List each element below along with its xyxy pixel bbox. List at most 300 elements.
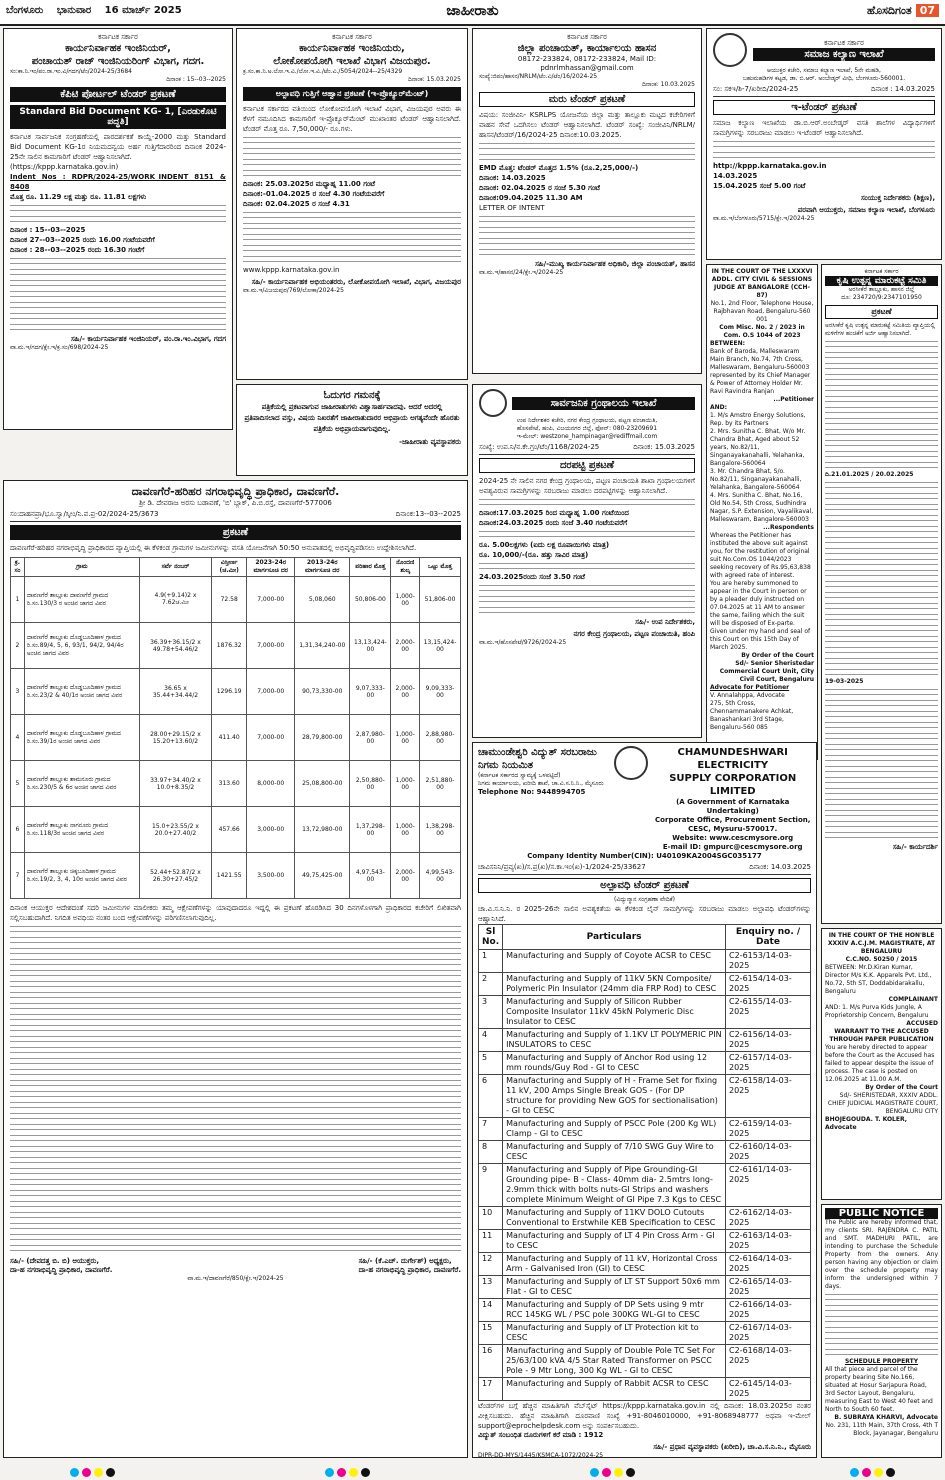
gov-label: ಕರ್ನಾಟಕ ಸರ್ಕಾರ	[824, 39, 864, 47]
table-cell: 7	[11, 853, 25, 899]
date-3: ದಿನಾಂಕ:09.04.2025 11.30 AM	[479, 194, 583, 202]
footer-code: ವಾ.ಮ.ಇ/ಬೆಂಗಳೂರು/5715/ಕ್ಲೇ.ಇ/2024-25	[713, 215, 815, 222]
notice-title: PUBLIC NOTICE	[825, 1208, 938, 1219]
ref-number: ಚಾವಿಸನಿನಿ/ಪ್ರವ್ಯ(ಖ)/ಸ.ಪ್ರ(ಖ)/ಸ.ಕಾ.ಇಂ(ಖ)-1/2024-25/33627	[478, 863, 646, 871]
role-complainant: COMPLAINANT	[888, 996, 938, 1003]
advocate-label: Advocate for Petitioner	[710, 684, 790, 691]
court-head: IN THE COURT OF THE LXXXVI ADDL. CITY CIVIL & SESSIONS JUDGE AT BANGALORE (CCH-87)	[711, 268, 813, 299]
table-cell: 2,000-00	[391, 853, 420, 899]
name-kn-2: ನಿಗಮ ನಿಯಮಿತ	[478, 760, 534, 771]
table-cell: 1,37,298-00	[350, 807, 391, 853]
respondent-4: 4. Mrs. Sunitha C. Bhat, No.16, Old No.54, 5th Cross, Sudhindra Nagar, S.P. Extension, Vayalikaval, Malleswaram, Bangalore-560003	[710, 492, 814, 523]
particulars-cell: Manufacturing and Supply of 1.1KV LT POLYMERIC PIN INSULATORS to CESC	[503, 1029, 726, 1052]
office-title: ಸಮಾಜ ಕಲ್ಯಾಣ ಇಲಾಖೆ	[753, 48, 935, 61]
ref-date: ದಿನಾಂಕ:13--03--2025	[395, 510, 461, 518]
signature-1: ಸಹಿ/- (ದೇವದತ್ತ ಬಿ. ಬಿ) ಆಯುಕ್ತರು,	[10, 1257, 100, 1265]
website[interactable]: Website: www.cescmysore.org	[672, 834, 794, 842]
ref-date: ದಿನಾಂಕ : 15--03--2025	[166, 76, 226, 83]
gov-label: ಕರ್ನಾಟಕ ಸರ್ಕಾರ	[98, 33, 138, 41]
table-row	[479, 1378, 811, 1401]
table-cell: 411.40	[212, 715, 247, 761]
office-address: ಶ್ರೀ ಡಿ. ದೇವರಾಜ ಅರಸು ಬಡಾವಣೆ, 'ಬಿ' ಬ್ಲಾಕ್, ಪಿ.ಬಿ.ರಸ್ತೆ, ದಾವಣಗೆರೆ-577006	[139, 499, 332, 507]
table-row	[479, 996, 811, 1029]
date-1: ದಿ.21.01.2025 / 20.02.2025	[825, 471, 914, 478]
office-title: ಕಾರ್ಯನಿರ್ವಾಹಕ ಇಂಜಿನಿಯರ್,	[65, 43, 171, 54]
tender-amount: ಮೊತ್ತ ರೂ. 11.29 ಲಕ್ಷ ಮತ್ತು ರೂ. 11.81 ಲಕ್ಷಗಳು	[10, 193, 147, 201]
office-title: ಸಾರ್ವಜನಿಕ ಗ್ರಂಥಾಲಯ ಇಲಾಖೆ	[512, 397, 695, 410]
ad-hassan-retender	[472, 28, 702, 374]
table-cell: 3,000-00	[247, 807, 295, 853]
emblem-icon	[479, 389, 507, 417]
enquiry-cell: C2-6162/14-03-2025	[726, 1207, 811, 1230]
sl-no-cell: 13	[479, 1276, 503, 1299]
ad-gadag-tender	[3, 28, 233, 430]
table-cell: ದಾವಣಗೆರೆ ತಾಲ್ಲೂಕು ದೊಡ್ಡಬೂದಿಹಾಳ ಗ್ರಾಮದ ರಿ.ಸಂ.39/1ರ ಅಂಚಿನ ಜಾಗದ ವಿವರ	[24, 715, 139, 761]
table-row	[479, 1207, 811, 1230]
footer-code: ವಾ.ಮ.ಇ/ದಾವಣಗೆರೆ/850/ಕ್ಲೇ.ಇ/2024-25	[187, 1275, 284, 1282]
enquiry-cell: C2-6165/14-03-2025	[726, 1276, 811, 1299]
table-cell: 1296.19	[212, 669, 247, 715]
advocate: BHOJEGOUDA. T. KOLER, Advocate	[825, 1116, 907, 1131]
name-kn-1: ಚಾಮುಂಡೇಶ್ವರಿ ವಿದ್ಯುತ್ ಸರಬರಾಜು	[478, 747, 597, 758]
ad-vijayapura-tender	[236, 28, 468, 380]
table-cell: 313.60	[212, 761, 247, 807]
notice-body: 2024-25 ನೇ ಸಾಲಿನ ನಗರ ಕೇಂದ್ರ ಗ್ರಂಥಾಲಯ, ಪಟ್ಟಣ ಪಂಚಾಯತಿ ಶಾಖಾ ಗ್ರಂಥಾಲಯಗಳಿಗೆ ಅವಶ್ಯವಿರುವ ಸಾಮಗ್ರಿಗಳನ್ನು ಸರಬರಾಜು ಮಾಡಲು ದರಪಟ್ಟಿಗಳನ್ನು ಆಹ್ವಾನಿಸಲಾಗಿದೆ.	[479, 477, 695, 495]
table-cell: ದಾವಣಗೆರೆ ತಾಲ್ಲೂಕು ದೊಡ್ಡಬೂದಿಹಾಳ ಗ್ರಾಮದ ರಿ.ಸಂ.89/4, 5, 6, 93/1, 94/2, 94/4ರ ಅಂಚಿನ ಜಾಗದ ವಿವರ	[24, 623, 139, 669]
table-cell: 5	[11, 761, 25, 807]
name-en-1: CHAMUNDESHWARI ELECTRICITY	[677, 747, 788, 771]
notice-bar: ಅಲ್ಪಾವಧಿ ಟೆಂಡರ್ ಪ್ರಕಟಣೆ	[478, 878, 811, 893]
date-2: ದಿನಾಂಕ:-01.04.2025 ರ ಸಂಜೆ 4.30 ಗಂಟೆಯವರೆಗೆ	[243, 190, 385, 198]
table-cell: 49,75,425-00	[295, 853, 350, 899]
notice-bar: ದರಪಟ್ಟಿ ಪ್ರಕಟಣೆ	[479, 458, 695, 473]
sl-no-cell: 7	[479, 1118, 503, 1141]
date-1: ದಿನಾಂಕ: 14.03.2025	[479, 174, 546, 182]
table-cell: 1,000-00	[391, 715, 420, 761]
date-2: 19-03-2025	[825, 678, 864, 685]
table-row	[479, 1322, 811, 1345]
advocate-address: 275, 5th Cross, Chennammanakere Achkat, Banashankari 3rd Stage, Bengaluru-560 085	[710, 700, 794, 731]
table-cell: 9,09,333-00	[420, 669, 461, 715]
address-1: ಉಪ ನಿರ್ದೇಶಕರ ಕಚೇರಿ, ನಗರ ಕೇಂದ್ರ ಗ್ರಂಥಾಲಯ, ಪಟ್ಟಣ ಪಂಚಾಯಿತಿ,	[516, 417, 658, 424]
table-cell: 13,13,424-00	[350, 623, 391, 669]
ad-social-welfare	[706, 28, 942, 260]
table-row	[11, 807, 461, 853]
table-cell: 5,08,060	[295, 577, 350, 623]
signature-2: ಸಹಿ/- (ಕೆ.ಎಚ್. ದುರ್ಗೇಶ್) ಅಧ್ಯಕ್ಷರು,	[358, 1257, 452, 1265]
petitioner-role: ...Petitioner	[773, 396, 814, 403]
table-row	[479, 1029, 811, 1052]
address-1: ಆಯುಕ್ತರ ಕಚೇರಿ, ಸಮಾಜ ಕಲ್ಯಾಣ ಇಲಾಖೆ, 5ನೇ ಮಹಡಿ,	[767, 67, 881, 74]
notice-bar: ಮರು ಟೆಂಡರ್ ಪ್ರಕಟಣೆ	[479, 92, 695, 107]
table-cell: ದಾವಣಗೆರೆ ತಾಲ್ಲೂಕು ಶಾಮನೂರು ಗ್ರಾಮದ ರಿ.ಸಂ.230/5 & 6ರ ಅಂಚಿನ ಜಾಗದ ವಿವರ	[24, 761, 139, 807]
office-title: ದಾವಣಗೆರೆ-ಹರಿಹರ ನಗರಾಭಿವೃದ್ಧಿ ಪ್ರಾಧಿಕಾರ, ದಾವಣಗೆರೆ.	[131, 485, 340, 498]
sl-no-cell: 5	[479, 1052, 503, 1075]
col-header: ಪರಿಹಾರ ಮೊತ್ತ	[350, 558, 391, 577]
table-cell: 1876.32	[212, 623, 247, 669]
col-header: ವಿಸ್ತೀರ್ಣ (ಚ.ಮೀ)	[212, 558, 247, 577]
table-cell: 72.58	[212, 577, 247, 623]
table-cell: 25,08,800-00	[295, 761, 350, 807]
notice-bar: ಇ-ಟೆಂಡರ್ ಪ್ರಕಟಣೆ	[713, 100, 935, 115]
table-row	[479, 1075, 811, 1118]
table-cell: 33.97+34.40/2 x 10.0+8.35/2	[139, 761, 211, 807]
table-row	[11, 623, 461, 669]
court-order: By Order of the Court	[741, 652, 814, 659]
registration-marks	[850, 1468, 895, 1477]
table-row	[479, 1299, 811, 1322]
office-phone: ದೂ: 234720/9:2347101950	[841, 294, 922, 301]
notice-intro: ಚಾ.ವಿ.ಸ.ನಿ.ನಿ. ರ 2025-26ನೇ ಸಾಲಿನ ಅವಶ್ಯಕತೆಯ ಈ ಕೆಳಕಂಡ ಲೈನ್ ಸಾಮಗ್ರಿಗಳನ್ನು ಸರಬರಾಜು ಮಾಡಲು ಅಲ್ಪಾವಧಿ ಟೆಂಡರ್‌ಗಳನ್ನು ಆಹ್ವಾನಿಸಿದೆ.	[478, 905, 811, 923]
table-row	[479, 950, 811, 973]
footer-code: DIPR-DD-MYS/1445/KSMCA-1072/2024-25	[478, 1452, 604, 1458]
header-right	[867, 4, 939, 18]
table-row	[479, 1345, 811, 1378]
table-row	[11, 761, 461, 807]
ad-reader-note	[236, 384, 468, 476]
cesc-logo-icon	[614, 746, 648, 780]
particulars-cell: Manufacturing and Supply of Coyote ACSR to CESC	[503, 950, 726, 973]
ad-cesc-tender	[472, 742, 817, 1458]
sl-no-cell: 12	[479, 1253, 503, 1276]
and: AND: 1. M/s Purva Kids Jungle, A Proprietorship Concern, Bengaluru	[825, 1004, 929, 1019]
ref-date: ದಿನಾಂಕ: 15.03.2025	[408, 76, 461, 83]
notice-bar: ಪ್ರಕಟಣೆ	[10, 525, 461, 540]
signature-2b: ದಾ-ಹ ನಗರಾಭಿವೃದ್ಧಿ ಪ್ರಾಧಿಕಾರ, ದಾವಣಗೆರೆ.	[358, 1266, 461, 1274]
table-cell: 8,000-00	[247, 761, 295, 807]
notice-bar: ಕೆಪಿಟಿ ಪೋರ್ಟಲ್ ಟೆಂಡರ್ ಪ್ರಕಟಣೆ	[10, 87, 226, 102]
table-row	[479, 1230, 811, 1253]
signature-2: ನಗರ ಕೇಂದ್ರ ಗ್ರಂಥಾಲಯ, ಪಟ್ಟಣ ಪಂಚಾಯಿತಿ, ಹಂಪಿ	[573, 630, 695, 638]
gov-label: ಕರ್ನಾಟಕ ಸರ್ಕಾರ	[332, 33, 372, 41]
col-enquiry: Enquiry no. / Date	[726, 925, 811, 950]
contact-mail[interactable]: pdnrlmhassan@gmail.com	[540, 64, 634, 72]
particulars-cell: Manufacturing and Supply of 11 kV, Horizontal Cross Arm - Galvanised Iron (GI) to CESC	[503, 1253, 726, 1276]
notice-body: ಅರಸೀಕೆರೆ ಕೃಷಿ ಉತ್ಪನ್ನ ಮಾರುಕಟ್ಟೆ ಸಮಿತಿಯ ವ್ಯಾಪ್ತಿಯಲ್ಲಿ ಮಳಿಗೆಗಳ ಹಂಚಿಕೆಗೆ ಅರ್ಜಿ ಆಹ್ವಾನಿಸಲಾಗಿದೆ.	[825, 322, 935, 337]
indent-numbers: Indent Nos : RDPR/2024-25/WORK_INDENT 8151 & 8408	[10, 173, 226, 191]
col-header: 2023-24ರ ಮಾರ್ಗಸೂಚಿ ದರ	[247, 558, 295, 577]
phone: Telephone No: 9448994705	[478, 788, 586, 796]
office-subtitle: ಅರಸೀಕೆರೆ ತಾಲ್ಲೂಕು, ಹಾಸನ ಜಿಲ್ಲೆ	[848, 286, 915, 293]
enquiry-cell: C2-6159/14-03-2025	[726, 1118, 811, 1141]
sl-no-cell: 10	[479, 1207, 503, 1230]
note-signature: -ಜಾಹೀರಾತು ವ್ಯವಸ್ಥಾಪಕರು	[399, 438, 461, 446]
advocate: B. SUBRAYA KHARVI, Advocate	[834, 1414, 938, 1421]
col-header: ಒಟ್ಟು ಮೊತ್ತ	[420, 558, 461, 577]
address-2: ಹೊಸಪೇಟೆ, ಹಂಪಿ, ವಿಜಯನಗರ ಜಿಲ್ಲೆ, ಫೋನ್: 080-23209691	[516, 425, 658, 432]
header-section: ಜಾಹೀರಾತು	[446, 3, 499, 19]
table-cell: 28.00+29.15/2 x 15.20+13.60/2	[139, 715, 211, 761]
table-cell: 2,000-00	[391, 623, 420, 669]
particulars-cell: Manufacturing and Supply of Anchor Rod using 12 mm rounds/Guy Rod - GI to CESC	[503, 1052, 726, 1075]
sl-no-cell: 3	[479, 996, 503, 1029]
notice-bar: ಅಲ್ಪಾವಧಿ ಗುತ್ತಿಗೆ ಆಹ್ವಾನ ಪ್ರಕಟಣೆ (ಇ-ಪ್ರೊಕ್ಯೂರ್‌ಮೆಂಟ್)	[243, 87, 461, 101]
table-cell: 2,000-00	[391, 669, 420, 715]
notice-body: ಕರ್ನಾಟಕ ಸರ್ಕಾರದ ವತಿಯಿಂದ ಲೋಕೋಪಯೋಗಿ ಇಲಾಖೆ ವಿಭಾಗ, ವಿಜಯಪುರ ಅವರು ಈ ಕೆಳಗೆ ನಮೂದಿಸಿದ ಕಾಮಗಾರಿಗೆ ಇ-ಪ್ರೊಕ್ಯೂರ್‌ಮೆಂಟ್ ಮುಖಾಂತರ ಟೆಂಡರ್ ಆಹ್ವಾನಿಸಲಾಗಿದೆ. ಟೆಂಡರ್ ಮೊತ್ತ ರೂ. 7,50,000/- ರೂ.ಗಳು.	[243, 105, 461, 133]
table-row	[11, 669, 461, 715]
date-1: 14.03.2025	[713, 172, 758, 180]
sl-no-cell: 17	[479, 1378, 503, 1401]
contact-mail[interactable]: ಇ-ಮೇಲ್: westzone_hampinagar@rediffmail.com	[516, 433, 658, 440]
table-cell: 1,38,298-00	[420, 807, 461, 853]
table-cell: ದಾವಣಗೆರೆ ತಾಲ್ಲೂಕು ಚಿಕ್ಕಬೂದಿಹಾಳ ಗ್ರಾಮದ ರಿ.ಸಂ.19/2, 3, 4, 10ರ ಅಂಚಿನ ಜಾಗದ ವಿವರ	[24, 853, 139, 899]
warrant-body: You are hereby directed to appear before the Court as the Accused has failed to appear despite the issue of process. The case is posted on 12.06.2025 at 11.00 A.M.	[825, 1044, 935, 1083]
table-cell: 7,000-00	[247, 577, 295, 623]
table-cell: 6	[11, 807, 25, 853]
date-2: 15.04.2025 ಸಂಜೆ 5.00 ಗಂಟೆ	[713, 182, 806, 190]
ad-apmc-notice	[821, 264, 942, 924]
date-2: ದಿನಾಂಕ: 02.04.2025 ರ ಸಂಜೆ 5.30 ಗಂಟೆ	[479, 184, 600, 192]
office-title: ಕಾರ್ಯನಿರ್ವಾಹಕ ಇಂಜಿನಿಯರು,	[299, 43, 405, 54]
ref-date: ದಿನಾಂಕ: 15.03.2025	[633, 443, 695, 451]
ad-davangere-notice	[3, 480, 468, 1458]
enquiry-cell: C2-6164/14-03-2025	[726, 1253, 811, 1276]
table-cell: 1,000-00	[391, 577, 420, 623]
notice-body: ದಿನಾಂಕ ಆಯುಕ್ತರ ಆದೇಶದಂತೆ ಸದರಿ ಜಮೀನುಗಳ ಮಾಲೀಕರು ತಮ್ಮ ಆಕ್ಷೇಪಣೆಗಳನ್ನು ಯಾವುದಾದರೂ ಇದ್ದಲ್ಲಿ ಈ ಪ್ರಕಟಣೆ ಹೊರಡಿಸಿದ 30 ದಿನಗಳೊಳಗಾಗಿ ಪ್ರಾಧಿಕಾರದ ಕಚೇರಿಗೆ ಲಿಖಿತವಾಗಿ ಸಲ್ಲಿಸಬಹುದಾಗಿದೆ. ನಿಗದಿತ ಅವಧಿಯ ನಂತರ ಬಂದ ಆಕ್ಷೇಪಣೆಗಳನ್ನು ಪರಿಗಣಿಸಲಾಗುವುದಿಲ್ಲ.	[10, 904, 461, 922]
gov-label: ಕರ್ನಾಟಕ ಸರ್ಕಾರ	[864, 268, 899, 275]
notice-bar: ಪ್ರಕಟಣೆ	[825, 305, 938, 319]
petitioner: Bank of Baroda, Malleswaram Main Branch, No.74, 7th Cross, Malleswaram, Bengaluru-560003 represented by its Chief Manager & Power of Attorney Holder Mr. Ravi Ravindra Ranjan	[710, 348, 811, 395]
respondent-role: ...Respondents	[763, 524, 814, 531]
sl-no-cell: 6	[479, 1075, 503, 1118]
ref-date: ದಿನಾಂಕ: 10.03.2025	[642, 81, 695, 88]
enquiry-cell: C2-6145/14-03-2025	[726, 1378, 811, 1401]
table-row	[479, 1052, 811, 1075]
enquiry-cell: C2-6166/14-03-2025	[726, 1299, 811, 1322]
table-cell: 13,15,424-00	[420, 623, 461, 669]
table-cell: 36.39+36.15/2 x 49.78+54.46/2	[139, 623, 211, 669]
table-cell: ದಾವಣಗೆರೆ ತಾಲ್ಲೂಕು ದಾವಣಗೆರೆ ಗ್ರಾಮದ ರಿ.ಸಂ.130/3 ರ ಅಂಚಿನ ಜಾಗದ ವಿವರ	[24, 577, 139, 623]
respondent-1: 1. M/s Amstro Energy Solutions, Rep. by its Partners	[710, 412, 806, 427]
enquiry-cell: C2-6157/14-03-2025	[726, 1052, 811, 1075]
signature: ಸಹಿ/- ಕಾರ್ಯದರ್ಶಿ	[892, 843, 938, 851]
col-header: ಸರ್ವೆ ನಂಬರ್	[139, 558, 211, 577]
sl-no-cell: 9	[479, 1164, 503, 1207]
enquiry-cell: C2-6168/14-03-2025	[726, 1345, 811, 1378]
sl-no-cell: 11	[479, 1230, 503, 1253]
date-1: ದಿನಾಂಕ: 25.03.2025ರ ಮಧ್ಯಾಹ್ನ 11.00 ಗಂಟೆ	[243, 180, 375, 188]
item-1: ದಿನಾಂಕ:17.03.2025 ರಿಂದ ಮಧ್ಯಾಹ್ನ 1.00 ಗಂಟೆಯಿಂದ	[479, 509, 629, 517]
gov-label: ಕರ್ನಾಟಕ ಸರ್ಕಾರ	[567, 33, 607, 41]
table-cell: 4,99,543-00	[420, 853, 461, 899]
ad-court-summons	[706, 264, 818, 760]
table-cell: 13,72,980-00	[295, 807, 350, 853]
court-head: IN THE COURT OF THE HON'BLE XXXIV A.C.J.M. MAGISTRATE, AT BENGALURU	[827, 932, 936, 955]
particulars-cell: Manufacturing and Supply of Silicon Rubber Composite Insulator 11kV 45kN Polymeric Disc Insulator to CESC	[503, 996, 726, 1029]
notice-body: ಸಮಾಜ ಕಲ್ಯಾಣ ಇಲಾಖೆಯ ಡಾ.ಬಿ.ಆರ್.ಅಂಬೇಡ್ಕರ್ ವಸತಿ ಶಾಲೆಗಳ ವಿದ್ಯಾರ್ಥಿಗಳಿಗೆ ಸಾಮಗ್ರಿಗಳನ್ನು ಸರಬರಾಜು ಮಾಡಲು ಇ-ಟೆಂಡರ್ ಆಹ್ವಾನಿಸಲಾಗಿದೆ.	[713, 119, 935, 137]
col-header: ನೊಂದಣಿ ಶುಲ್ಕ	[391, 558, 420, 577]
table-cell: 15.0+23.55/2 x 20.0+27.40/2	[139, 807, 211, 853]
role-accused: ACCUSED	[906, 1020, 938, 1027]
item-4: ರೂ. 10,000/-(ರೂ. ಹತ್ತು ಸಾವಿರ ಮಾತ್ರ)	[479, 551, 589, 559]
enquiry-cell: C2-6155/14-03-2025	[726, 996, 811, 1029]
date-2: ದಿನಾಂಕ 27--03--2025 ರಂದು 16.00 ಗಂಟೆಯವರೆಗೆ	[10, 236, 155, 244]
table-cell: 1	[11, 577, 25, 623]
footer-code: ವಾ.ಮ.ಇ/ಹೊಸಪೇಟೆ/9726/2024-25	[479, 639, 567, 646]
sl-no-cell: 1	[479, 950, 503, 973]
registration-marks	[325, 1468, 370, 1477]
item-5: 24.03.2025ರಂದು ಸಂಜೆ 3.50 ಗಂಟೆ	[479, 573, 585, 581]
particulars-cell: Manufacturing and Supply of Double Pole TC Set For 25/63/100 kVA 4/5 Star Rated Transformer on PSCC Pole - 9 Mtr Long, 300 Kg WL - GI to CESC	[503, 1345, 726, 1378]
table-cell: 9,07,333-00	[350, 669, 391, 715]
table-cell: 4,97,543-00	[350, 853, 391, 899]
address-2: ಬಹುಮಹಡಿಗಳ ಕಟ್ಟಡ, ಡಾ. ಬಿ.ಆರ್. ಅಂಬೇಡ್ಕರ್ ವೀಧಿ, ಬೆಂಗಳೂರು-560001.	[742, 75, 906, 82]
table-cell: 2	[11, 623, 25, 669]
date-3: ದಿನಾಂಕ : 28--03--2025 ರಂದು 16.30 ಗಂಟೆಗೆ	[10, 246, 145, 254]
enquiry-cell: C2-6153/14-03-2025	[726, 950, 811, 973]
emd-amount: EMD ಮೊತ್ತ: ಟೆಂಡರ್ ಮೊತ್ತದ 1.5% (ರೂ.2,25,000/-)	[479, 164, 639, 172]
email[interactable]: E-mail ID: gmpurc@cescmysore.org	[662, 843, 803, 851]
emblem-icon	[713, 33, 747, 67]
signature-1b: ದಾ-ಹ ನಗರಾಭಿವೃದ್ಧಿ ಪ್ರಾಧಿಕಾರ, ದಾವಣಗೆರೆ.	[10, 1266, 113, 1274]
particulars-cell: Manufacturing and Supply of LT Protection kit to CESC	[503, 1322, 726, 1345]
enquiry-cell: C2-6156/14-03-2025	[726, 1029, 811, 1052]
sl-no-cell: 16	[479, 1345, 503, 1378]
signature: ಸಹಿ/- ಕಾರ್ಯನಿರ್ವಾಹಕ ಅಭಿಯಂತರರು, ಲೋಕೋಪಯೋಗಿ ಇಲಾಖೆ, ವಿಭಾಗ, ವಿಜಯಪುರ	[251, 278, 461, 286]
signature: ಸಹಿ/- ಪ್ರಧಾನ ವ್ಯವಸ್ಥಾಪಕರು (ಖರೀದಿ), ಚಾ.ವಿ.ಸ.ನಿ.ನಿ., ಮೈಸೂರು	[653, 1443, 811, 1451]
enquiry-cell: C2-6163/14-03-2025	[726, 1230, 811, 1253]
table-cell: 1,31,34,240-00	[295, 623, 350, 669]
ad-public-notice	[821, 1204, 942, 1458]
enquiry-cell: C2-6167/14-03-2025	[726, 1322, 811, 1345]
notice-body: ಕರ್ನಾಟಕ ಸಾರ್ವಜನಿಕ ಸಂಗ್ರಹಣೆಯಲ್ಲಿ ಪಾರದರ್ಶಕತೆ ಕಾಯ್ದೆ-2000 ಮತ್ತು Standard Bid Document KG-1ರ ನಿಯಮದನ್ವಯ ಅರ್ಹ ಗುತ್ತಿಗೆದಾರರಿಂದ ದಿನಾಂಕ 2024-25ನೇ ಸಾಲಿನ ಕಾಮಗಾರಿಗೆ ಟೆಂಡರ್ ಆಹ್ವಾನಿಸಲಾಗಿದೆ.	[10, 133, 226, 161]
signature-2: ಪರವಾಗಿ ಆಯುಕ್ತರು, ಸಮಾಜ ಕಲ್ಯಾಣ ಇಲಾಖೆ, ಬೆಂಗಳೂರು	[797, 206, 935, 214]
notice-body: ವಿಷಯ: ಸಂಜೀವಿನಿ- KSRLPS ಯೋಜನೆಯ ಜಿಲ್ಲಾ ಮತ್ತು ತಾಲ್ಲೂಕು ಮಟ್ಟದ ಕಚೇರಿಗಳಿಗೆ ವಾಹನ ಸೇವೆ ಒದಗಿಸಲು ಟೆಂಡರ್ ಆಹ್ವಾನಿಸಲಾಗಿದೆ. ಟೆಂಡರ್ ಸಂಖ್ಯೆ: ಸಂಜೀವಿನಿ/NRLM/ಹಾಸನ/ಟೆಂಡರ್/16/2024-25 ದಿನಾಂಕ:10.03.2025.	[479, 111, 695, 139]
enquiry-cell: C2-6161/14-03-2025	[726, 1164, 811, 1207]
ref-date: ದಿನಾಂಕ: 14.03.2025	[749, 863, 811, 871]
name-en-3: (A Government of Karnataka Undertaking)	[676, 798, 790, 815]
table-cell: 3,500-00	[247, 853, 295, 899]
col-particulars: Particulars	[503, 925, 726, 950]
table-row	[11, 853, 461, 899]
ref-date: ದಿನಾಂಕ : 14.03.2025	[870, 85, 935, 93]
header-date: 16 ಮಾರ್ಚ್ 2025	[104, 5, 182, 16]
portal-url[interactable]: www.kppp.karnataka.gov.in	[243, 266, 340, 274]
court-body: Whereas the Petitioner has instituted the above suit against you, for the restitution of original suit No.Com.OS 1044/2023 seeking recovery of Rs.95,63,838 with agreed rate of interest.	[710, 532, 811, 579]
ref-number: ಸಂ:ದಾಹನಪ್ರಾ/ಭೂ.ಸ್ವಾ/ಸ್ಕೀಂ/ನಿ.ವ.ಪ್ರ-02/2024-25/3673	[10, 510, 159, 518]
footer-code: ವಾ.ಮ.ಇ/ವಿಜಯಪುರ/769/ಲೋಕಾ/2024-25	[243, 287, 344, 294]
page-number: 07	[916, 4, 939, 17]
enquiry-cell: C2-6154/14-03-2025	[726, 973, 811, 996]
tender-table	[478, 924, 811, 1401]
table-cell: 52.44+52.87/2 x 26.30+27.45/2	[139, 853, 211, 899]
particulars-cell: Manufacturing and Supply of DP Sets using 9 mtr RCC 145KG WL / PSC pole 300KG WL-GI to CESC	[503, 1299, 726, 1322]
table-cell: 1,000-00	[391, 761, 420, 807]
name-en-2: SUPPLY CORPORATION LIMITED	[669, 773, 797, 797]
sl-no-cell: 14	[479, 1299, 503, 1322]
table-cell: 7,000-00	[247, 715, 295, 761]
header-day: ಭಾನುವಾರ	[56, 5, 92, 16]
ref-number: ಸಂ: ಸಕಇ/ಶಿ-7/ಖರೀದಿ/2024-25	[713, 85, 799, 93]
particulars-cell: Manufacturing and Supply of 7/10 SWG Guy Wire to CESC	[503, 1141, 726, 1164]
note-body: ಪತ್ರಿಕೆಯಲ್ಲಿ ಪ್ರಕಟವಾಗುವ ಜಾಹೀರಾತುಗಳು ವಿಶ್ವಾಸಾರ್ಹವಾದವು. ಆದರೆ ಅದರಲ್ಲಿ ಪ್ರತಿಪಾದಿಸಲಾದ ವಸ್ತು, ವಿಷಯ ನಿಖರತೆಗೆ ಜಾಹೀರಾತುದಾರರ ಅಭಿಪ್ರಾಯ ಅಗತ್ಯವೆಂದೇ ಹೊರತು ಪತ್ರಿಕೆಯ ಅಭಿಪ್ರಾಯವಾಗುವುದಿಲ್ಲ.	[244, 403, 460, 433]
table-cell: 7,000-00	[247, 623, 295, 669]
col-slno: Sl No.	[479, 925, 503, 950]
case-number: Com Misc. No. 2 / 2023 in Com. O.S 1044 of 2023	[719, 324, 805, 339]
enquiry-cell: C2-6158/14-03-2025	[726, 1075, 811, 1118]
table-cell: 4	[11, 715, 25, 761]
ad-library-quotation	[472, 384, 702, 738]
table-cell: 51,806-00	[420, 577, 461, 623]
table-row	[479, 1276, 811, 1299]
enquiry-cell: C2-6160/14-03-2025	[726, 1141, 811, 1164]
helpline: ವಿದ್ಯುತ್ ಸಂಬಂಧಿತ ದೂರುಗಳಿಗೆ ಕರೆ ಮಾಡಿ : 1912	[478, 1431, 604, 1439]
signature-1: ಸಹಿ/- ಉಪ ನಿರ್ದೇಶಕರು,	[635, 618, 695, 626]
ref-number: ಕ್ರ.ಸಂ.ಕಾ.ನಿ.ಅ.ಲೋ.ಇ.ವಿ./ಲೋ.ಇ.ವಿ./ಟೆಂ.ವಿ./5054/2024--25/4329	[243, 68, 403, 75]
col-header: ಕ್ರ. ಸಂ	[11, 558, 25, 577]
date-3: ದಿನಾಂಕ: 02.04.2025 ರ ಸಂಜೆ 4.31	[243, 200, 350, 208]
office-subtitle: ಲೋಕೋಪಯೋಗಿ ಇಲಾಖೆ ವಿಭಾಗ ವಿಜಯಪುರ.	[273, 56, 431, 67]
table-cell: 2,88,980-00	[420, 715, 461, 761]
col-header: ಗ್ರಾಮ	[24, 558, 139, 577]
table-cell: 50,806-00	[350, 577, 391, 623]
cin: Company Identity Number(CIN): U40109KA2004SGC035177	[527, 852, 762, 860]
particulars-cell: Manufacturing and Supply of 11kV 5KN Composite/ Polymeric Pin Insulator (24mm dia FRP Rod) to CESC	[503, 973, 726, 996]
portal-url[interactable]: http://kppp.karnataka.gov.in	[713, 162, 827, 170]
header-paper: ಹೊಸದಿಗಂತ	[867, 4, 912, 17]
date-1: ದಿನಾಂಕ : 15--03--2025	[10, 226, 86, 234]
court-signature: Sd/- Senior Sheristedar Commercial Court Unit, City Civil Court, Bengaluru	[719, 660, 814, 683]
portal-url[interactable]: (https://kppp.karnataka.gov.in)	[10, 163, 119, 171]
between-label: BETWEEN:	[710, 340, 746, 347]
respondent-3: 3. Mr. Chandra Bhat, S/o. No.82/11, Singanayakanahalli, Yelahanka, Bangalore-560064	[710, 468, 802, 491]
address-en-2: CESC, Mysuru-570017.	[688, 825, 778, 833]
table-cell: 457.66	[212, 807, 247, 853]
signature: ಸಹಿ/- ಕಾರ್ಯನಿರ್ವಾಹಕ ಇಂಜಿನಿಯರ್, ಪಂ.ರಾ.ಇಂ.ವಿಭಾಗ, ಗದಗ	[70, 335, 226, 343]
office-title: ಕೃಷಿ ಉತ್ಪನ್ನ ಮಾರುಕಟ್ಟೆ ಸಮಿತಿ	[825, 276, 938, 286]
signature: ಸಹಿ/-ಮುಖ್ಯ ಕಾರ್ಯನಿರ್ವಾಹಕ ಅಧಿಕಾರಿ, ಜಿಲ್ಲಾ ಪಂಚಾಯತ್, ಹಾಸನ	[535, 260, 695, 268]
sl-no-cell: 15	[479, 1322, 503, 1345]
ref-number: ಸಂ:ಕಾ.ನಿ.ಇಂ/ಪಂ.ರಾ.ಇಂ.ವಿ/ಗದಗ/ಟೆಂ/2024-25/3684	[10, 68, 132, 75]
table-cell: 2,51,880-00	[420, 761, 461, 807]
address-kn: ನಿಗಮ ಕಾರ್ಯಾಲಯ, ಖರೀದಿ ಶಾಖೆ, ಚಾ.ವಿ.ಸ.ನಿ.ನಿ., ಮೈಸೂರು	[478, 780, 604, 787]
notice-bar-2: Standard Bid Document KG- 1, [ಎರಡುಕೊಟಿ ಪದ್ಧತಿ]	[10, 105, 226, 129]
col-header: 2013-24ರ ಮಾರ್ಗಸೂಚಿ ದರ	[295, 558, 350, 577]
header-city: ಬೆಂಗಳೂರು	[6, 5, 44, 16]
and-label: AND:	[710, 404, 728, 411]
court-notice: You are hereby summoned to appear in the Court in person or by a pleader duly instructed on 07.04.2025 at 11 AM to answer the same, failing which the suit will be disposed of Ex-parte.	[710, 580, 807, 627]
page-header	[0, 0, 945, 26]
table-cell: ದಾವಣಗೆರೆ ತಾಲ್ಲೂಕು ದೊಡ್ಡಬೂದಿಹಾಳ ಗ್ರಾಮದ ರಿ.ಸಂ.23/2 & 40/1ರ ಅಂಚಿನ ಜಾಗದ ವಿವರ	[24, 669, 139, 715]
table-cell: 36.65 x 35.44+34.44/2	[139, 669, 211, 715]
name-kn-3: (ಕರ್ನಾಟಕ ಸರ್ಕಾರದ ಸ್ವಾಮ್ಯಕ್ಕೆ ಒಳಪಟ್ಟಿದೆ)	[478, 772, 561, 779]
particulars-cell: Manufacturing and Supply of PSCC Pole (200 Kg WL) Clamp - GI to CESC	[503, 1118, 726, 1141]
footer-code: ವಾ.ಮ.ಇ/ಹಾಸನ/24/ಕ್ಲೇ.ಇ/2024-25	[479, 269, 564, 276]
between: BETWEEN: Mr.D.Kiran Kumar, Director M/s K.K. Apparels Pvt. Ltd., No.72, 5th ST, Doddabidarakallu, Bengaluru	[825, 964, 932, 995]
registration-marks	[590, 1468, 635, 1477]
particulars-cell: Manufacturing and Supply of LT ST Support 50x6 mm Flat - GI to CESC	[503, 1276, 726, 1299]
table-cell: 3	[11, 669, 25, 715]
sl-no-cell: 8	[479, 1141, 503, 1164]
table-cell: 90,73,330-00	[295, 669, 350, 715]
schedule-title: SCHEDULE PROPERTY	[844, 1358, 919, 1365]
table-row	[479, 1141, 811, 1164]
table-row	[479, 1118, 811, 1141]
table-cell: 4.9(+9.14)2 x 7.62ಚ.ಮೀ	[139, 577, 211, 623]
advocate-address: No. 231, 11th Main, 37th Cross, 4th T Block, Jayanagar, Bengaluru	[825, 1422, 938, 1437]
table-cell: 7,000-00	[247, 669, 295, 715]
office-subtitle: ಪಂಚಾಯತ್ ರಾಜ್ ಇಂಜಿನಿಯರಿಂಗ್ ವಿಭಾಗ, ಗದಗ.	[31, 56, 205, 67]
court-signature: Sd/- SHERISTEDAR, XXXIV ADDL. CHIEF JUDICIAL MAGISTRATE COURT, BENGALURU CITY	[827, 1092, 938, 1115]
notice-intro: ದಾವಣಗೆರೆ-ಹರಿಹರ ನಗರಾಭಿವೃದ್ಧಿ ಪ್ರಾಧಿಕಾರದ ವ್ಯಾಪ್ತಿಯಲ್ಲಿ ಈ ಕೆಳಕಂಡ ಗ್ರಾಮಗಳ ಜಮೀನುಗಳನ್ನು ವಸತಿ ಯೋಜನೆಗಾಗಿ 50:50 ಅನುಪಾತದಲ್ಲಿ ಅಭಿವೃದ್ಧಿಪಡಿಸಲು ಉದ್ದೇಶಿಸಲಾಗಿದೆ.	[10, 544, 417, 552]
sl-no-cell: 4	[479, 1029, 503, 1052]
notice-body: The Public are hereby informed that, my clients SRI. RAJENDRA C. PATIL and SMT. MADHURI PATIL, are intending to purchase the Schedule Property from the owners. Any person having any objection or claim over the schedule property may inform the undersigned within 7 days.	[825, 1219, 938, 1290]
address-en-1: Corporate Office, Procurement Section,	[655, 816, 811, 824]
particulars-cell: Manufacturing and Supply of H - Frame Set for fixing 11 kV, 200 Amps Single Break GOS - (For DP structure for providing New GOS for sectionalisation) - GI to CESC	[503, 1075, 726, 1118]
contact-phone: 08172-233824, 08172-233824, Mail ID:	[517, 55, 657, 63]
footer-code: ವಾ.ಮ.ಇ/ಗದಗ/ಕ್ಲೇ.ಇ/ಕ್ರ.ಸಂ/698/2024-25	[10, 344, 109, 351]
case-number: C.C.NO. 50250 / 2015	[845, 956, 918, 963]
